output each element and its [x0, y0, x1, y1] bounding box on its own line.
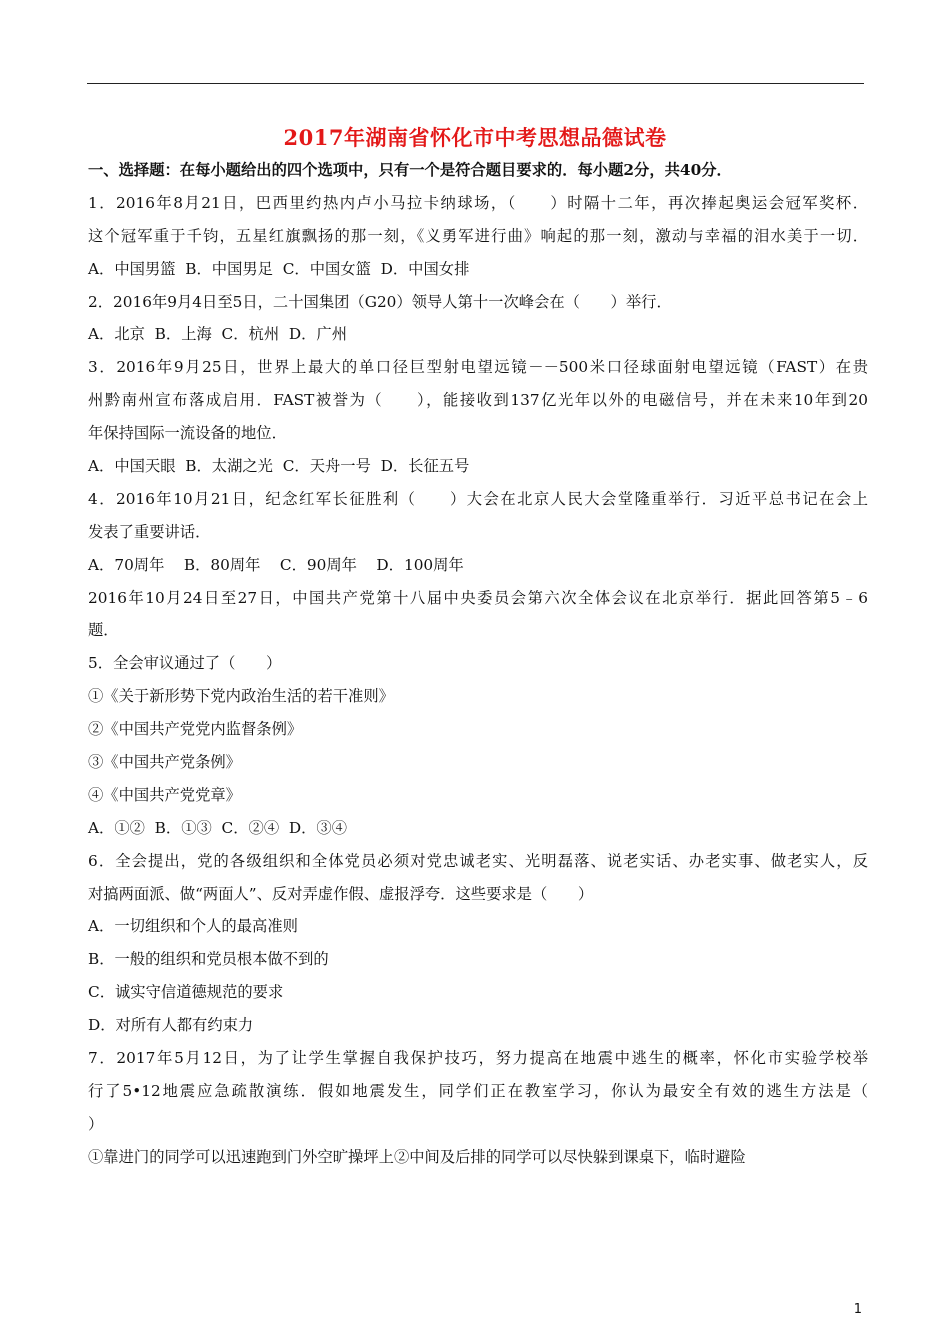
text-line: 6．全会提出，党的各级组织和全体党员必须对党忠诚老实、光明磊落、说老实话、办老实事、做老实人，反	[88, 851, 868, 870]
answer-options: A．北京 B．上海 C．杭州 D．广州	[88, 325, 347, 344]
page-title: 2017年湖南省怀化市中考思想品德试卷	[283, 125, 667, 150]
text-line: 2016年10月24日至27日，中国共产党第十八届中央委员会第六次全体会议在北京举行．据此回答第5﹣6	[88, 588, 868, 607]
list-item: ①《关于新形势下党内政治生活的若干准则》	[88, 687, 394, 706]
text-line: ）	[88, 1114, 104, 1133]
text-line: 题．	[88, 621, 119, 640]
text-line: 1．2016年8月21日，巴西里约热内卢小马拉卡纳球场，（ ）时隔十二年，再次捧起奥运会冠军奖杯．	[88, 193, 868, 212]
list-item: ③《中国共产党条例》	[88, 753, 241, 772]
answer-option: D．对所有人都有约束力	[88, 1016, 254, 1035]
answer-option: C．诚实守信道德规范的要求	[88, 983, 284, 1002]
text-line: 7．2017年5月12日，为了让学生掌握自我保护技巧，努力提高在地震中逃生的概率，怀化市实验学校举	[88, 1049, 868, 1068]
text-line: 对搞两面派、做“两面人”、反对弄虚作假、虚报浮夸．这些要求是（ ）	[88, 884, 594, 903]
text-line: 5．全会审议通过了（ ）	[88, 654, 282, 673]
text-line: 3．2016年9月25日，世界上最大的单口径巨型射电望远镜－－500米口径球面射电望远镜（FAST）在贵	[88, 358, 868, 377]
text-line: 这个冠军重于千钧，五星红旗飘扬的那一刻，《义勇军进行曲》响起的那一刻，激动与幸福的泪水美于一切．	[88, 226, 868, 245]
text-line: 行了5•12地震应急疏散演练．假如地震发生，同学们正在教室学习，你认为最安全有效的逃生方法是（	[88, 1081, 868, 1100]
text-line: 2．2016年9月4日至5日，二十国集团（G20）领导人第十一次峰会在（ ）举行．	[88, 292, 672, 311]
text-line: 州黔南州宣布落成启用．FAST被誉为（ ），能接收到137亿光年以外的电磁信号，并在未来10年到20	[88, 391, 868, 410]
answer-options: A．中国男篮 B．中国男足 C．中国女篮 D．中国女排	[88, 259, 470, 278]
answer-option: A．一切组织和个人的最高准则	[88, 917, 298, 936]
page-number: 1	[853, 1302, 862, 1317]
text-line: 年保持国际一流设备的地位．	[88, 424, 287, 443]
text-line: 4．2016年10月21日，纪念红军长征胜利（ ）大会在北京人民大会堂隆重举行．习近平总书记在会上	[88, 489, 868, 508]
answer-options: A．中国天眼 B．太湖之光 C．天舟一号 D．长征五号	[88, 457, 470, 476]
answer-option: B．一般的组织和党员根本做不到的	[88, 950, 329, 969]
answer-options: A．70周年 B．80周年 C．90周年 D．100周年	[88, 555, 464, 574]
list-item: ④《中国共产党党章》	[88, 785, 241, 804]
document-body	[88, 160, 868, 1180]
text-line: ①靠进门的同学可以迅速跑到门外空旷操坪上②中间及后排的同学可以尽快躲到课桌下，临时避险	[88, 1147, 746, 1166]
answer-options: A．①② B．①③ C．②④ D．③④	[88, 818, 347, 837]
section-heading: 一、选择题：在每小题给出的四个选项中，只有一个是符合题目要求的．每小题2分，共40分．	[88, 161, 732, 179]
list-item: ②《中国共产党党内监督条例》	[88, 720, 303, 739]
header-rule	[87, 83, 864, 84]
text-line: 发表了重要讲话．	[88, 522, 211, 541]
